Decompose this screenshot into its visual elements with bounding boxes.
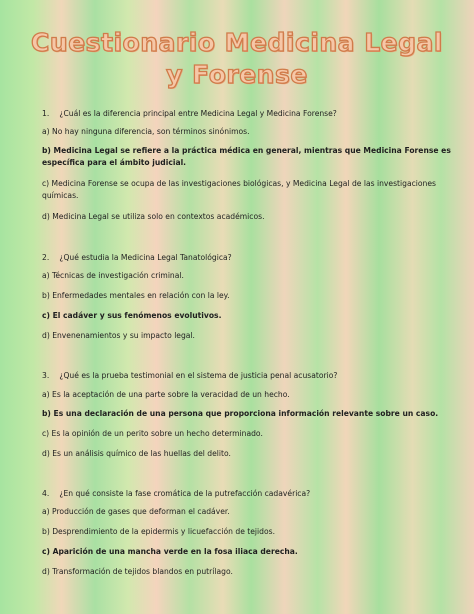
question-4 — [42, 488, 462, 500]
question-number: 2. — [42, 253, 50, 262]
question-3-option-c: c) Es la opinión de un perito sobre un hecho determinado. — [42, 429, 263, 438]
question-3-option-a: a) Es la aceptación de una parte sobre la veracidad de un hecho. — [42, 390, 290, 399]
question-text: ¿Qué estudia la Medicina Legal Tanatológica? — [59, 253, 232, 262]
question-number: 4. — [42, 489, 50, 498]
title-line-2: y Forense — [166, 60, 308, 89]
question-3 — [42, 370, 462, 382]
question-number: 3. — [42, 371, 50, 380]
question-text: ¿Qué es la prueba testimonial en el sistema de justicia penal acusatorio? — [59, 371, 338, 380]
question-3-option-b: b) Es una declaración de una persona que proporciona información relevante sobre un caso. — [42, 409, 439, 418]
question-1 — [42, 108, 462, 120]
question-text: ¿Cuál es la diferencia principal entre Medicina Legal y Medicina Forense? — [59, 109, 337, 118]
question-1-option-b: b) Medicina Legal se refiere a la práctica médica en general, mientras que Medicina Forense es específica para el ámbito judicial. — [42, 146, 451, 167]
question-1-option-a: a) No hay ninguna diferencia, son términos sinónimos. — [42, 127, 250, 136]
question-2-option-a: a) Técnicas de investigación criminal. — [42, 271, 184, 280]
question-3-option-d: d) Es un análisis químico de las huellas del delito. — [42, 449, 231, 458]
question-4-option-b: b) Desprendimiento de la epidermis y licuefacción de tejidos. — [42, 527, 275, 536]
question-1-option-d: d) Medicina Legal se utiliza solo en contextos académicos. — [42, 212, 265, 221]
question-4-option-c: c) Aparición de una mancha verde en la fosa iliaca derecha. — [42, 547, 298, 556]
question-2-option-c: c) El cadáver y sus fenómenos evolutivos. — [42, 311, 222, 320]
question-text: ¿En qué consiste la fase cromática de la putrefacción cadavérica? — [59, 489, 311, 498]
question-2-option-b: b) Enfermedades mentales en relación con la ley. — [42, 291, 230, 300]
question-2-option-d: d) Envenenamientos y su impacto legal. — [42, 331, 195, 340]
title-line-1: Cuestionario Medicina Legal — [31, 28, 443, 57]
question-number: 1. — [42, 109, 50, 118]
question-1-option-c: c) Medicina Forense se ocupa de las investigaciones biológicas, y Medicina Legal de las investigaciones químicas. — [42, 179, 436, 200]
question-4-option-a: a) Producción de gases que deforman el cadáver. — [42, 507, 230, 516]
page-title — [0, 27, 474, 91]
question-2 — [42, 252, 462, 264]
question-4-option-d: d) Transformación de tejidos blandos en putrílago. — [42, 567, 233, 576]
